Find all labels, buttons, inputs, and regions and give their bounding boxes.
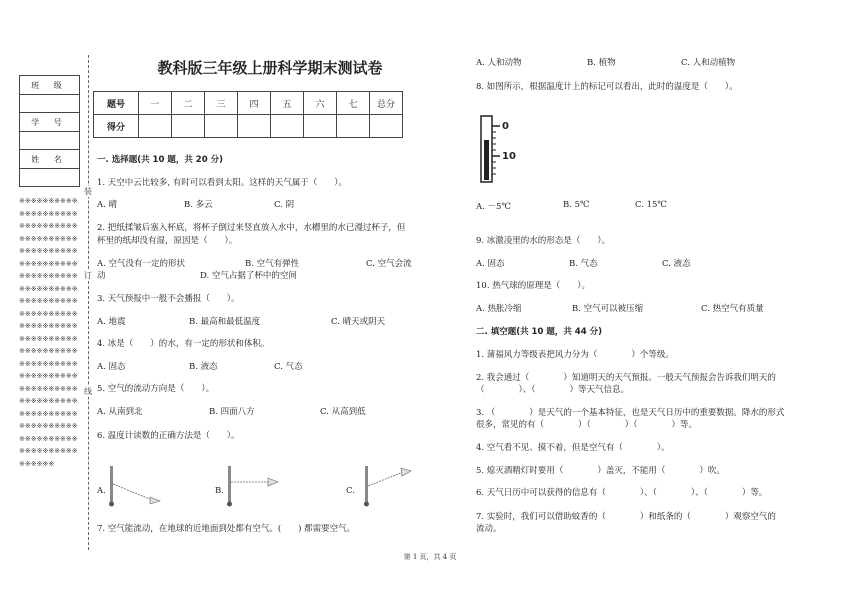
question: 2. 我会通过（ ）知道明天的天气预报。一般天气预报会告诉我们明天的	[476, 373, 776, 383]
option[interactable]: A. 热胀冷缩	[476, 304, 522, 314]
name-blank[interactable]	[20, 169, 80, 187]
score-header: 题号	[94, 92, 139, 115]
question: 3. 天气预报中一般不会播报（ ）。	[97, 294, 240, 304]
option[interactable]: C. 15℃	[635, 200, 667, 210]
question: 5. 熄灭酒精灯时要用（ ）盖灭，不能用（ ）吹。	[476, 466, 725, 476]
option[interactable]: B. 空气可以被压缩	[572, 304, 644, 314]
score-cell[interactable]	[238, 115, 271, 138]
option[interactable]: B. 多云	[184, 200, 213, 210]
question: 6. 天气日历中可以获得的信息有（ ）、（ ）、（ ）等。	[476, 488, 768, 498]
question: 8. 如图所示，根据温度计上的标记可以看出，此时的温度是（ ）。	[476, 82, 738, 92]
option[interactable]: B. 液态	[189, 362, 218, 372]
score-header: 一	[139, 92, 172, 115]
option[interactable]: A. 空气没有一定的形状	[97, 259, 186, 269]
question: 1. 蒲福风力等级表把风力分为（ ）个等级。	[476, 350, 674, 360]
question: 1. 天空中云比较多, 有时可以看到太阳。这样的天气属于（ ）。	[97, 178, 347, 188]
option-cont: 动	[97, 271, 106, 281]
option[interactable]: C. 气态	[274, 362, 303, 372]
option[interactable]: A. 从南到北	[97, 407, 143, 417]
score-cell[interactable]	[139, 115, 172, 138]
class-label: 班 级	[20, 76, 80, 95]
thermometer-label-10: 10	[502, 151, 516, 162]
score-cell[interactable]	[304, 115, 337, 138]
option[interactable]: B.	[215, 486, 224, 496]
score-cell[interactable]	[337, 115, 370, 138]
score-header: 七	[337, 92, 370, 115]
question: 10. 热气球的原理是（ ）。	[476, 281, 590, 291]
option[interactable]: A.	[97, 486, 106, 496]
student-info-table	[19, 75, 80, 187]
binding-char-1: 装	[84, 187, 92, 196]
score-cell[interactable]	[172, 115, 205, 138]
score-cell[interactable]	[370, 115, 403, 138]
score-header: 三	[205, 92, 238, 115]
score-row-label: 得分	[94, 115, 139, 138]
section-choice: 一. 选择题(共 10 题，共 20 分)	[97, 155, 223, 165]
option[interactable]: B. 最高和最低温度	[189, 317, 261, 327]
question-cont: 杯里的纸却没有湿，原因是（ ）。	[97, 236, 238, 246]
page-title: 教科版三年级上册科学期末测试卷	[157, 59, 383, 77]
binding-line	[88, 55, 89, 550]
option[interactable]: C. 从高到低	[320, 407, 366, 417]
question: 7. 空气能流动，在地球的近地面到处都有空气。( ) 都需要空气。	[97, 524, 356, 534]
option[interactable]: B. 5℃	[563, 200, 590, 210]
name-label: 姓 名	[20, 150, 80, 169]
option[interactable]: B. 气态	[569, 259, 598, 269]
thermometer-eye-b-icon	[224, 462, 284, 512]
class-blank[interactable]	[20, 95, 80, 113]
option[interactable]: C. 晴天或阴天	[331, 317, 386, 327]
binding-char-2: 订	[84, 271, 92, 280]
option[interactable]: C. 阴	[274, 200, 295, 210]
option[interactable]: A. －5℃	[476, 202, 511, 212]
option[interactable]: A. 固态	[476, 259, 505, 269]
question: 5. 空气的流动方向是（ ）。	[97, 384, 215, 394]
question: 7. 实验时，我们可以借助蚊香的（ ）和纸条的（ ）观察空气的	[476, 512, 776, 522]
option[interactable]: A. 晴	[97, 200, 118, 210]
option[interactable]: C.	[346, 486, 355, 496]
question-cont: 流动。	[476, 524, 502, 534]
page-footer: 第 1 页，共 4 页	[403, 553, 457, 561]
score-header: 四	[238, 92, 271, 115]
thermometer-label-0: 0	[502, 121, 509, 132]
question: 3. （ ）是天气的一个基本特征，也是天气日历中的重要数据。降水的形式	[476, 408, 785, 418]
question: 9. 冰激凌里的水的形态是（ ）。	[476, 236, 611, 246]
question: 2. 把纸揉皱后塞入杯底，将杯子倒过来竖直放入水中，水槽里的水已漫过杯子，但	[97, 223, 406, 233]
option[interactable]: D. 空气占据了杯中的空间	[200, 271, 297, 281]
option[interactable]: C. 液态	[662, 259, 691, 269]
score-cell[interactable]	[205, 115, 238, 138]
score-header: 六	[304, 92, 337, 115]
score-header: 五	[271, 92, 304, 115]
option[interactable]: C. 空气会流	[366, 259, 412, 269]
number-blank[interactable]	[20, 132, 80, 150]
option[interactable]: A. 地震	[97, 317, 126, 327]
question-cont: 很多，常见的有（ ）（ ）（ ）等。	[476, 420, 698, 430]
seal-pattern: ※※※※※※※※※※※※※※※※※※※※※※※※※※※※※※※※※※※※※※※※※※※※※※※※※※※※※※※※※※※※※※※※※※※※※※※※※※※※※※※※※※※※※※※※※※※※※※※※※※※※※※※※※※※※※※※※※※※※※※※※※※※※※※※※※※※※※※※※※※※※※※※※※※※※※※※※※※※※※※※※※※※※※※※※※※※※※※※※※※※※※※※※※※※※※※※※※※※※※※※※※※※※※※※※※※※※※※※※	[19, 197, 78, 468]
section-fill: 二. 填空题(共 10 题，共 44 分)	[476, 327, 602, 337]
question-cont: （ ）、（ ）等天气信息。	[476, 385, 630, 395]
thermometer-eye-c-icon	[355, 462, 415, 512]
option[interactable]: C. 热空气有质量	[701, 304, 764, 314]
score-table	[93, 91, 403, 138]
score-header: 二	[172, 92, 205, 115]
question: 6. 温度计读数的正确方法是（ ）。	[97, 431, 240, 441]
option[interactable]: A. 人和动物	[476, 58, 522, 68]
score-cell[interactable]	[271, 115, 304, 138]
score-header: 总分	[370, 92, 403, 115]
thermometer-eye-a-icon	[104, 462, 164, 512]
option[interactable]: A. 固态	[97, 362, 126, 372]
question: 4. 空气看不见、摸不着，但是空气有（ ）。	[476, 443, 670, 453]
binding-char-3: 线	[84, 387, 92, 396]
option[interactable]: B. 空气有弹性	[245, 259, 300, 269]
question: 4. 冰是（ ）的水，有一定的形状和体积。	[97, 339, 270, 349]
number-label: 学 号	[20, 113, 80, 132]
option[interactable]: B. 植物	[587, 58, 616, 68]
option[interactable]: C. 人和动植物	[681, 58, 736, 68]
option[interactable]: B. 四面八方	[209, 407, 255, 417]
